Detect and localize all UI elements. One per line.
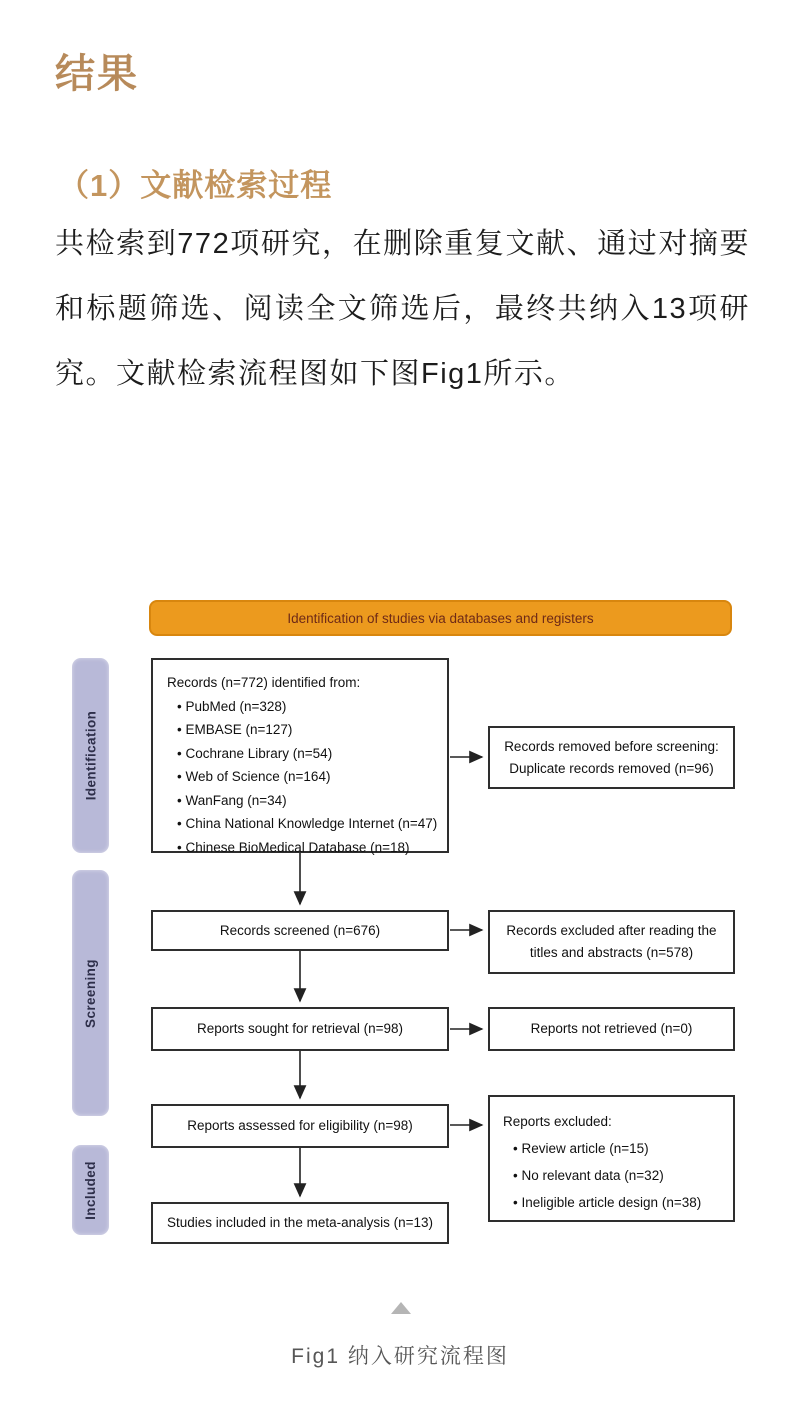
database-item: • EMBASE (n=127) bbox=[167, 718, 441, 742]
database-list bbox=[167, 695, 441, 860]
stage-label-identification bbox=[72, 658, 109, 853]
database-item: • Chinese BioMedical Database (n=18) bbox=[167, 836, 441, 860]
database-item: • WanFang (n=34) bbox=[167, 789, 441, 813]
reports-not-retrieved-box: Reports not retrieved (n=0) bbox=[488, 1007, 735, 1051]
stage-label-text: Identification bbox=[83, 710, 99, 801]
records-screened-box: Records screened (n=676) bbox=[151, 910, 449, 951]
records-excluded-reading-line1: Records excluded after reading the bbox=[506, 923, 717, 938]
exclusion-reason-item: • No relevant data (n=32) bbox=[503, 1162, 727, 1189]
studies-included-box: Studies included in the meta-analysis (n=13) bbox=[151, 1202, 449, 1244]
database-item: • PubMed (n=328) bbox=[167, 695, 441, 719]
figure-pointer-triangle-icon bbox=[391, 1302, 411, 1314]
records-identified-title: Records (n=772) identified from: bbox=[167, 675, 361, 690]
database-item: • Web of Science (n=164) bbox=[167, 765, 441, 789]
body-paragraph: 共检索到772项研究，在删除重复文献、通过对摘要和标题筛选、阅读全文筛选后，最终共纳入13项研究。文献检索流程图如下图Fig1所示。 bbox=[55, 228, 750, 390]
records-excluded-reading-line2: titles and abstracts (n=578) bbox=[529, 945, 694, 960]
reports-excluded-box bbox=[488, 1095, 735, 1222]
stage-label-text: Included bbox=[83, 1160, 99, 1220]
reports-excluded-title: Reports excluded: bbox=[503, 1114, 612, 1129]
records-removed-line2: Duplicate records removed (n=96) bbox=[509, 760, 714, 776]
records-removed-box bbox=[488, 726, 735, 789]
exclusion-reason-item: • Ineligible article design (n=38) bbox=[503, 1189, 727, 1216]
page-title: 结果 bbox=[55, 50, 139, 97]
reports-assessed-box: Reports assessed for eligibility (n=98) bbox=[151, 1104, 449, 1148]
diagram-banner: Identification of studies via databases and registers bbox=[149, 600, 732, 636]
exclusion-reason-list bbox=[503, 1135, 727, 1216]
records-identified-box bbox=[151, 658, 449, 853]
stage-label-text: Screening bbox=[83, 958, 98, 1028]
section-heading: （1）文献检索过程 bbox=[58, 168, 333, 203]
database-item: • China National Knowledge Internet (n=47) bbox=[167, 812, 441, 836]
reports-sought-box: Reports sought for retrieval (n=98) bbox=[151, 1007, 449, 1051]
stage-label-screening bbox=[72, 870, 109, 1116]
figure-caption: Fig1 纳入研究流程图 bbox=[291, 1345, 509, 1368]
records-excluded-reading-box bbox=[488, 910, 735, 974]
database-item: • Cochrane Library (n=54) bbox=[167, 742, 441, 766]
exclusion-reason-item: • Review article (n=15) bbox=[503, 1135, 727, 1162]
stage-label-included bbox=[72, 1145, 109, 1235]
records-removed-line1: Records removed before screening: bbox=[504, 738, 719, 754]
